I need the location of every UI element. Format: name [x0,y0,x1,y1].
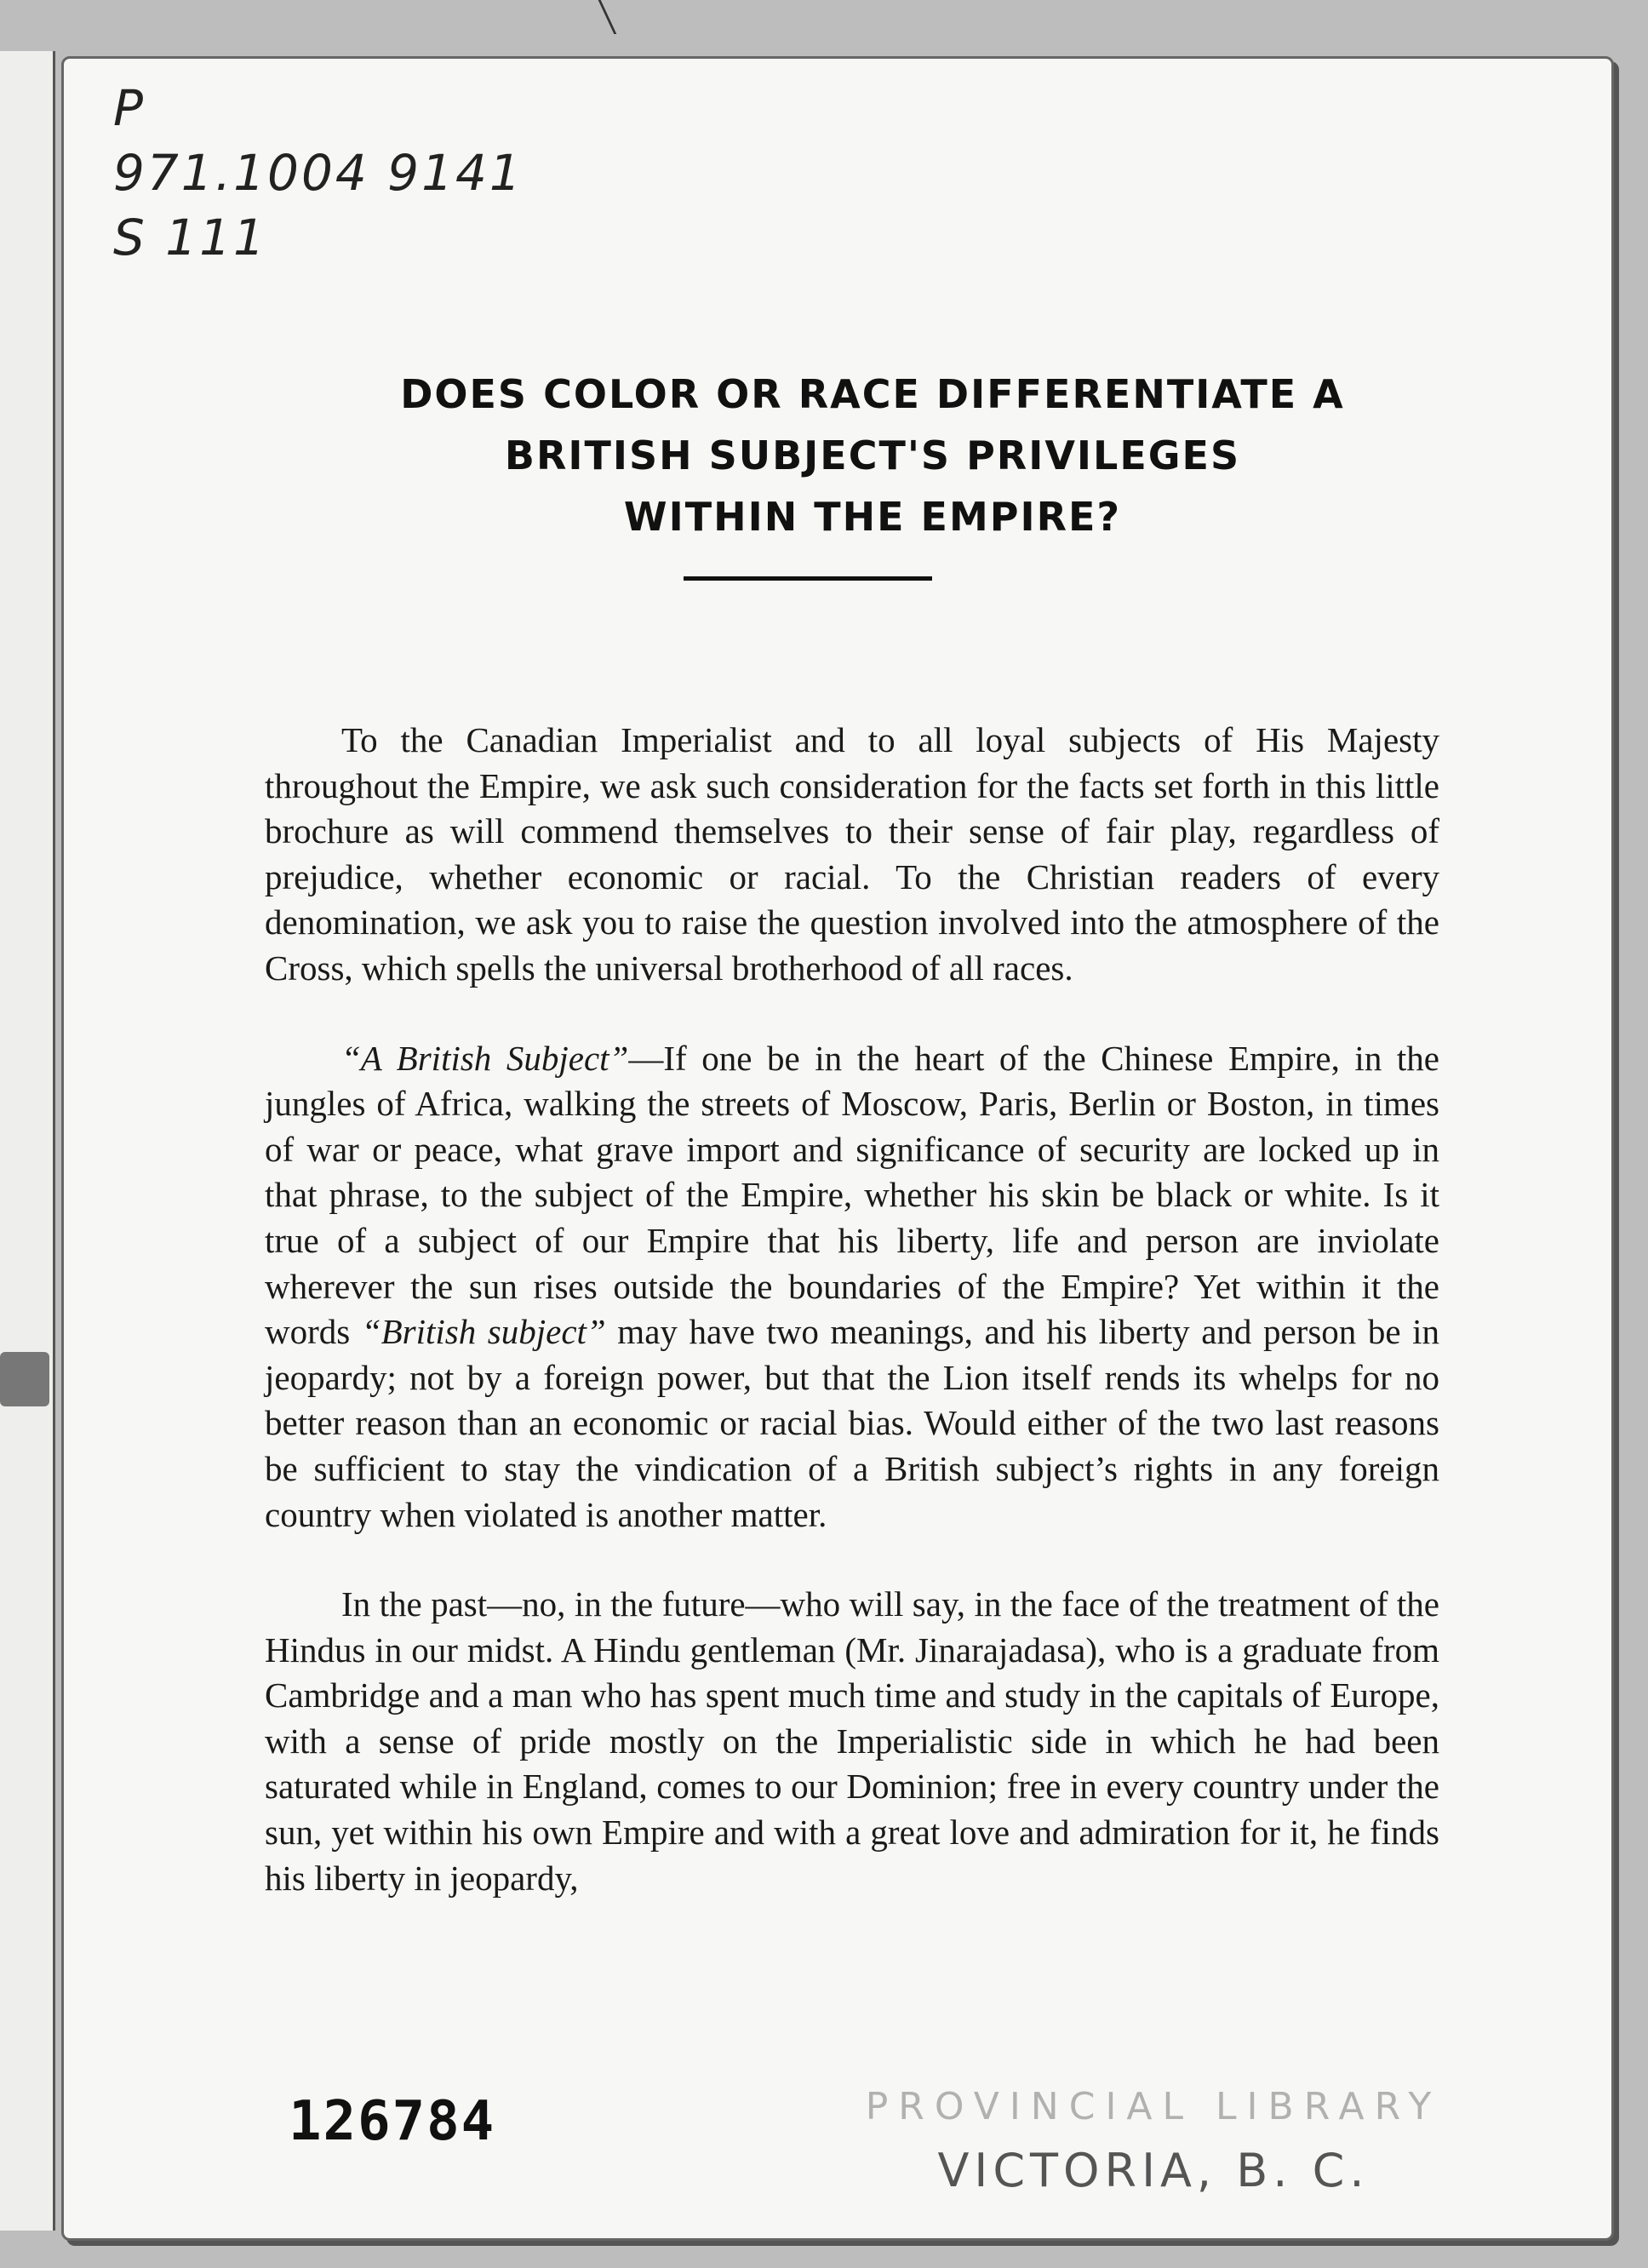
call-number-line-3: S 111 [113,209,267,266]
document-title [217,364,1528,547]
inventory-number: 126784 [289,2090,496,2153]
document-body [265,718,1439,1945]
stamp-line-1: PROVINCIAL LIBRARY [865,2085,1442,2128]
call-number-line-1: P [113,79,146,137]
handwritten-call-number [113,76,524,270]
paragraph-2-text-a: —If one be in the heart of the Chinese Empire, in the jungles of Africa, walking the streets of Moscow, Paris, Berlin or Boston, in times of war or peace, what grave import and significance of security are locked up in that phrase, to the subject of the Empire, whether his skin be black or white. Is it true of a subject of our Empire that his liberty, life and person are inviolate wherever the sun rises outside the boundaries of the Empire? Yet within it the words [265,1038,1439,1352]
title-line-3: WITHIN THE EMPIRE? [623,494,1122,540]
stamp-line-2: VICTORIA, B. C. [937,2144,1370,2197]
paragraph-2-text-b: may have two meanings, and his liberty and person be in jeopardy; not by a foreign power, but that the Lion itself rends its whelps for no better reason than an economic or racial bias. Would either of the two last reasons be sufficient to stay the vindication of a British subject’s rights in any foreign country when violated is another matter. [265,1312,1440,1534]
call-number-line-2: 971.1004 9141 [113,144,524,202]
paragraph-2-emphasis: “British subject” [361,1312,606,1352]
paragraph-3: In the past—no, in the future—who will say, in the face of the treatment of the Hindus in our midst. A Hindu gentleman (Mr. Jinarajadasa), who is a graduate from Cambridge and a man who has spent much time and study in the capitals of Europe, with a sense of pride mostly on the Imperialistic side in which he had been saturated while in England, comes to our Dominion; free in every country under the sun, yet within his own Empire and with a great love and admiration for it, he finds his liberty in jeopardy, [265,1584,1439,1898]
title-line-1: DOES COLOR OR RACE DIFFERENTIATE A [400,371,1345,417]
facing-page-edge [0,51,55,2231]
paragraph-1: To the Canadian Imperialist and to all loyal subjects of His Majesty throughout the Empire, we ask such consideration for the facts set forth in this little brochure as will commend themselves to their sense of fair play, regardless of prejudice, whether economic or racial. To the Christian readers of every denomination, we ask you to raise the question involved into the atmosphere of the Cross, which spells the universal brotherhood of all races. [265,720,1439,988]
library-stamp [847,2085,1460,2197]
title-divider [684,576,932,581]
page-tab [0,1352,49,1406]
paragraph-2 [265,1036,1439,1538]
title-line-2: BRITISH SUBJECT'S PRIVILEGES [504,432,1241,478]
scan-mark [598,0,643,34]
document-page [61,56,1614,2241]
paragraph-2-lead: “A British Subject” [341,1038,629,1078]
